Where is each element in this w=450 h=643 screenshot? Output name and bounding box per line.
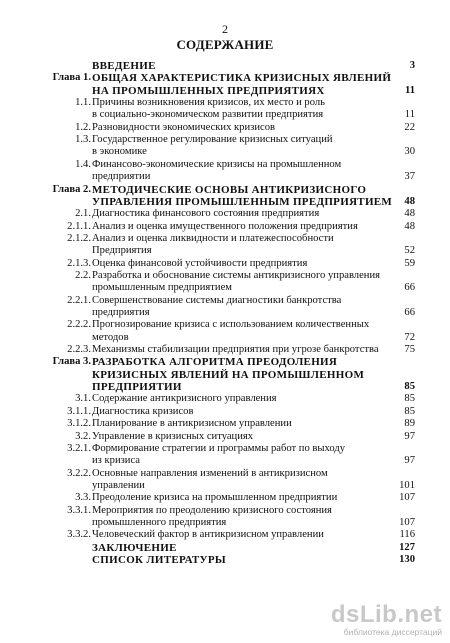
toc-item-title: Финансово-экономические кризисы на промышленном <box>92 159 342 170</box>
toc-item-title: УПРАВЛЕНИЯ ПРОМЫШЛЕННЫМ ПРЕДПРИЯТИЕМ <box>92 196 393 208</box>
toc-item-title: в социально-экономическом развитии предприятия <box>92 109 324 120</box>
toc-item-label: 3.3.1. <box>67 505 91 516</box>
toc-item-title: Основные направления изменений в антикризисном <box>92 468 328 479</box>
toc-item-title: Формирование стратегии и программы работ по выходу <box>92 443 346 454</box>
toc-item-label: 3.3. <box>75 492 91 503</box>
toc-item-label: 3.1.1. <box>67 406 91 417</box>
toc-item-label: 3.2.1. <box>67 443 91 454</box>
toc-item-label: 3.3.2. <box>67 529 91 540</box>
toc-item-label: 2.2.2. <box>67 319 91 330</box>
toc-item-page: 11 <box>404 85 415 96</box>
toc-item-title: Разновидности экономических кризисов <box>92 122 276 133</box>
toc-item-title: промышленного предприятия <box>92 517 227 528</box>
toc-item-label: Глава 1. <box>52 72 91 83</box>
toc-item-title: Прогнозирование кризиса с использованием количественных <box>92 319 370 330</box>
toc-item-title: Анализ и оценка имущественного положения предприятия <box>92 221 358 232</box>
toc-item-label: Глава 3. <box>52 356 91 367</box>
toc-item-label: 2.1.3. <box>67 258 91 269</box>
toc-item-title: предприятия <box>92 307 150 318</box>
toc-item-title: ОБЩАЯ ХАРАКТЕРИСТИКА КРИЗИСНЫХ ЯВЛЕНИЙ <box>92 72 392 84</box>
toc-item-page: 59 <box>404 258 415 269</box>
toc-item-page: 48 <box>404 196 415 207</box>
toc-item-title: Диагностика финансового состояния предприятия <box>92 208 320 219</box>
toc-item-label: 1.3. <box>75 134 91 145</box>
toc-item-title: методов <box>92 332 129 343</box>
toc-item-title: Причины возникновения кризисов, их место и роль <box>92 97 325 108</box>
toc-item-page: 127 <box>399 542 415 553</box>
toc-item-title: из кризиса <box>92 455 141 466</box>
toc-item-page: 85 <box>404 406 415 417</box>
toc-item-label: 2.1.2. <box>67 233 91 244</box>
toc-item-label: 2.2.1. <box>67 295 91 306</box>
toc-item-title: предприятии <box>92 171 151 182</box>
toc-item-label: 1.4. <box>75 159 91 170</box>
toc-item-label: 2.2. <box>75 270 91 281</box>
toc-item-page: 3 <box>409 60 415 71</box>
toc-item-title: в экономике <box>92 146 147 157</box>
toc-item-title: Механизмы стабилизации предприятия при угрозе банкротства <box>92 344 379 355</box>
toc-item-title: Содержание антикризисного управления <box>92 393 277 404</box>
toc-item-label: 2.1. <box>75 208 91 219</box>
toc-item-page: 85 <box>404 393 415 404</box>
toc-item-page: 101 <box>399 480 415 491</box>
watermark-subtitle: библиотека диссертаций <box>343 627 442 637</box>
toc-item-page: 107 <box>399 492 415 503</box>
toc-item-page: 89 <box>404 418 415 429</box>
toc-item-page: 37 <box>404 171 415 182</box>
toc-item-label: 3.2.2. <box>67 468 91 479</box>
toc-item-title: ЗАКЛЮЧЕНИЕ <box>92 542 177 554</box>
watermark-logo: dsLib.net <box>330 601 442 628</box>
toc-item-page: 85 <box>404 381 415 392</box>
toc-item-page: 66 <box>404 282 415 293</box>
toc-item-page: 66 <box>404 307 415 318</box>
toc-item-title: Мероприятия по преодолению кризисного состояния <box>92 505 332 516</box>
toc-item-label: 2.2.3. <box>67 344 91 355</box>
toc-item-title: ВВЕДЕНИЕ <box>92 60 156 72</box>
toc-item-page: 52 <box>404 245 415 256</box>
toc-item-page: 48 <box>404 208 415 219</box>
toc-item-label: 2.1.1. <box>67 221 91 232</box>
toc-item-title: Планирование в антикризисном управлении <box>92 418 292 429</box>
toc-item-title: СПИСОК ЛИТЕРАТУРЫ <box>92 554 227 566</box>
page-title: СОДЕРЖАНИЕ <box>176 37 274 52</box>
toc-item-page: 97 <box>404 455 415 466</box>
toc-item-title: Человеческий фактор в антикризисном управлении <box>92 529 324 540</box>
toc-item-page: 107 <box>399 517 415 528</box>
toc-item-page: 11 <box>404 109 415 120</box>
toc-item-title: Диагностика кризисов <box>92 406 194 417</box>
toc-item-title: Оценка финансовой устойчивости предприятия <box>92 258 308 269</box>
toc-item-page: 130 <box>399 554 415 565</box>
toc-item-title: Предприятия <box>92 245 152 256</box>
toc-item-title: Управление в кризисных ситуациях <box>92 431 254 442</box>
toc-item-label: 3.1. <box>75 393 91 404</box>
toc-item-page: 72 <box>404 332 415 343</box>
toc-item-title: промышленным предприятием <box>92 282 232 293</box>
toc-item-label: Глава 2. <box>52 184 91 195</box>
toc-item-title: Анализ и оценка ликвидности и платежеспособности <box>92 233 334 244</box>
toc-item-label: 3.2. <box>75 431 91 442</box>
toc-item-title: Преодоление кризиса на промышленном предприятии <box>92 492 338 503</box>
toc-item-page: 48 <box>404 221 415 232</box>
watermark <box>314 603 442 637</box>
toc-item-title: управлении <box>92 480 145 491</box>
toc-item-title: Государственное регулирование кризисных ситуаций <box>92 134 333 145</box>
toc-item-page: 75 <box>404 344 415 355</box>
toc-item-title: Разработка и обоснование системы антикризисного управления <box>92 270 381 281</box>
toc-item-page: 30 <box>404 146 415 157</box>
toc-item-page: 116 <box>399 529 415 540</box>
toc-item-label: 3.1.2. <box>67 418 91 429</box>
toc-item-title: Совершенствование системы диагностики банкротства <box>92 295 342 306</box>
toc-item-label: 1.2. <box>75 122 91 133</box>
toc-item-title: МЕТОДИЧЕСКИЕ ОСНОВЫ АНТИКРИЗИСНОГО <box>92 184 367 196</box>
toc-item-title: НА ПРОМЫШЛЕННЫХ ПРЕДПРИЯТИЯХ <box>92 85 325 97</box>
toc-item-title: ПРЕДПРИЯТИИ <box>92 381 182 393</box>
toc-item-title: РАЗРАБОТКА АЛГОРИТМА ПРЕОДОЛЕНИЯ <box>92 356 338 368</box>
page-number: 2 <box>222 22 228 36</box>
toc-item-title: КРИЗИСНЫХ ЯВЛЕНИЙ НА ПРОМЫШЛЕННОМ <box>92 369 365 381</box>
toc-item-page: 22 <box>404 122 415 133</box>
toc-item-page: 97 <box>404 431 415 442</box>
toc-item-label: 1.1. <box>75 97 91 108</box>
